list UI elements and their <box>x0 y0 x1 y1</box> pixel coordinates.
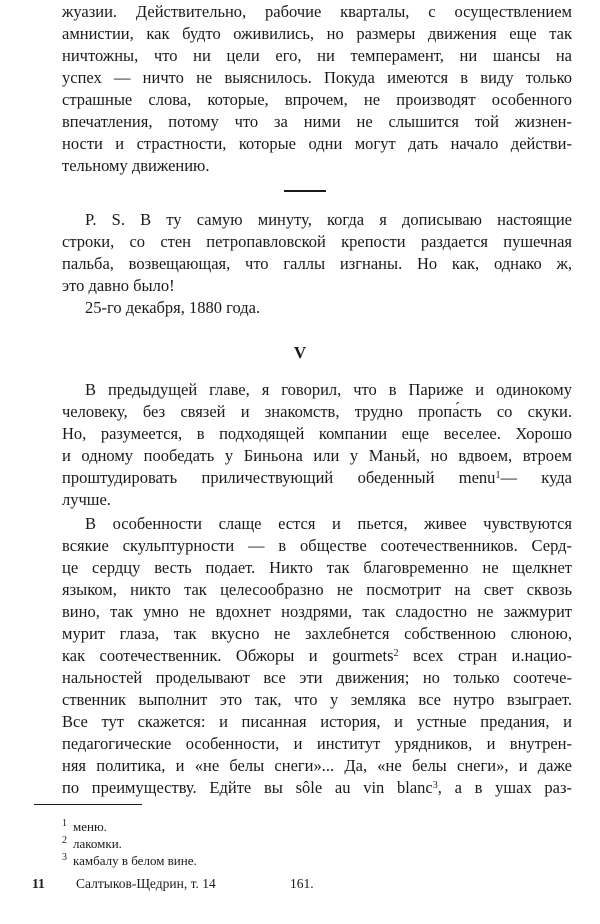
printer-signature: 11 <box>32 876 45 891</box>
text-span: — куда <box>500 468 572 487</box>
text-line: Но, разумеется, в подходящей компании еще веселее. Хорошо <box>62 424 572 443</box>
chapter-heading: V <box>293 343 307 362</box>
text-line: страшные слова, которые, впрочем, не производят особенного <box>62 90 572 109</box>
text-line: няя политика, и «не белы снеги»... Да, «не белы снеги», и даже <box>62 756 572 775</box>
footnote <box>62 852 197 869</box>
footnote-text: камбалу в белом вине. <box>73 853 197 868</box>
text-span: всех стран и.нацио- <box>412 646 573 665</box>
menu-word: menu <box>458 468 496 487</box>
text-line: ности и страстности, которые одни могут дать начало действи- <box>62 134 572 153</box>
text-line: ничтожны, что ни цели его, ни темперамент, ни шансы на <box>62 46 572 65</box>
footnote-ref: 3 <box>432 780 438 791</box>
text-line <box>62 468 572 487</box>
text-line: успех — ничто не выяснилось. Покуда имеются в виду только <box>62 68 572 87</box>
text-line: мурит глаза, так вкусно не захлебнется собственною слюною, <box>62 624 572 643</box>
footnote-mark: 1 <box>62 818 67 829</box>
text-line: жуазии. Действительно, рабочие кварталы, с осуществлением <box>62 2 572 21</box>
book-reference: Салтыков-Щедрин, т. 14 <box>76 876 216 891</box>
text-span: проштудировать приличествующий обеденный <box>62 468 435 487</box>
text-line: лучше. <box>62 490 111 509</box>
text-line: языком, никто так целесообразно не посмотрит на свет сквозь <box>62 580 572 599</box>
gourmets-word: gourmets <box>332 646 394 665</box>
text-line: человеку, без связей и знакомств, трудно пропа́сть со скуки. <box>62 402 572 421</box>
footnote-text: лакомки. <box>73 836 122 851</box>
text-line: нальностей проделывают все эти движения; но только соотече- <box>62 668 572 687</box>
footnote-ref: 2 <box>393 648 399 659</box>
text-line: тельному движению. <box>62 156 210 175</box>
footnote-mark: 3 <box>62 852 67 863</box>
text-line: всякие скульптурности — в обществе соотечественников. Серд- <box>62 536 572 555</box>
text-line: амнистии, как будто оживились, но размеры движения еще так <box>62 24 572 43</box>
text-line: и одному пообедать у Биньона или у Маньй, но вдвоем, втроем <box>62 446 572 465</box>
text-span: , а в ушах раз- <box>437 778 573 797</box>
footnote <box>62 835 122 852</box>
postscript-line: это давно было! <box>62 276 175 295</box>
postscript-line: P. S. В ту самую минуту, когда я дописываю настоящие <box>85 210 572 229</box>
footnote <box>62 818 107 835</box>
text-line: В предыдущей главе, я говорил, что в Париже и одинокому <box>85 380 572 399</box>
page-number: 161. <box>290 876 314 891</box>
text-line <box>62 778 572 797</box>
text-line: В особенности слаще естся и пьется, живее чувствуются <box>85 514 572 533</box>
section-divider <box>284 190 326 192</box>
footnote-ref: 1 <box>495 470 501 481</box>
text-line: впечатления, потому что за ними не слышится той жизнен- <box>62 112 572 131</box>
text-line: Все тут скажется: и писанная история, и устные предания, и <box>62 712 572 731</box>
sole-phrase: sôle au vin blanc <box>295 778 433 797</box>
postscript-line: пальба, возвещающая, что галлы изгнаны. Но как, однако ж, <box>62 254 572 273</box>
date-line: 25-го декабря, 1880 года. <box>85 298 261 317</box>
footnote-divider <box>34 804 142 805</box>
footnote-text: меню. <box>73 819 107 834</box>
text-line: це сердцу весть подает. Никто так благовременно не щелкнет <box>62 558 572 577</box>
text-line: педагогические особенности, и институт урядников, и внутрен- <box>62 734 572 753</box>
text-span: как соотечественник. Обжоры и <box>62 646 318 665</box>
text-span: по преимуществу. Едйте вы <box>62 778 283 797</box>
text-line <box>62 646 572 665</box>
footnote-mark: 2 <box>62 835 67 846</box>
text-line: вино, так умно не вдохнет ноздрями, так сладостно не зажмурит <box>62 602 572 621</box>
postscript-line: строки, со стен петропавловской крепости раздается пушечная <box>62 232 572 251</box>
text-line: ственник выполнит это так, что у земляка все нутро взыграет. <box>62 690 572 709</box>
